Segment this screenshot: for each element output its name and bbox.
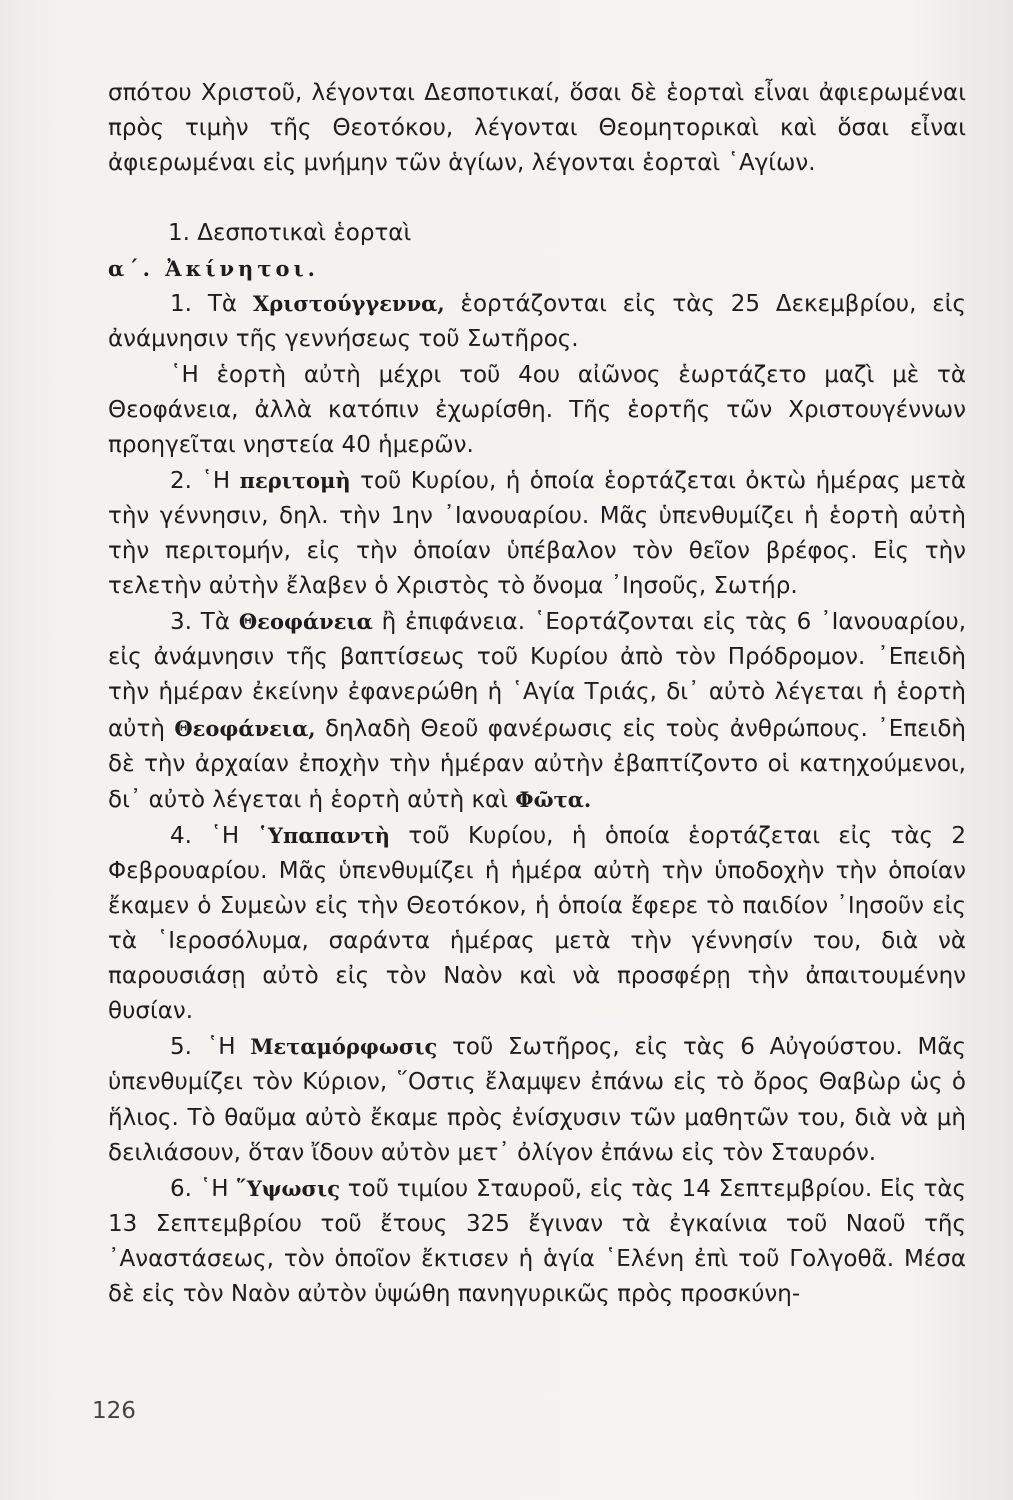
section-heading: 1. Δεσποτικαὶ ἑορταὶ — [168, 220, 412, 247]
entry-term: ῞Υψωσις — [236, 1175, 340, 1201]
entry-term: ῾Υπαπαντὴ — [257, 822, 391, 848]
entry-presentation — [108, 818, 966, 1030]
entry-exaltation-cross — [108, 1171, 966, 1312]
entry-theophany — [108, 604, 966, 818]
intro-paragraph: σπότου Χριστοῦ, λέγονται Δεσποτικαί, ὅσαι δὲ ἑορταὶ εἶναι ἀφιερωμέναι πρὸς τιμὴν τῆς Θεοτόκου, λέγονται Θεομητορικαὶ καὶ ὅσαι εἶναι ἀφιερωμέναι εἰς μνήμην τῶν ἁγίων, λέγονται ἑορταὶ ῾Αγίων. — [108, 80, 966, 177]
entry-term: περιτομὴ — [239, 467, 351, 493]
entry-term-2: Θεοφάνεια, — [174, 715, 316, 741]
entry-term-3: Φῶτα. — [515, 786, 592, 812]
page-body — [108, 76, 966, 1312]
entry-term: Μεταμόρφωσις — [250, 1034, 438, 1060]
entry-number: 6. ῾Η — [170, 1175, 229, 1202]
entry-number: 1. Τὰ — [170, 291, 238, 318]
page-number: 126 — [92, 1398, 136, 1424]
entry-text-2: δηλαδὴ Θεοῦ φανέρωσις εἰς τοὺς ἀνθρώπους. ᾿Επειδὴ δὲ τὴν ἀρχαίαν ἐποχὴν τὴν ἡμέραν αὐτὴν ἐβαπτίζοντο οἱ κατηχούμενοι, δι᾿ αὐτὸ λέγεται ἡ ἑορτὴ αὐτὴ καὶ — [108, 715, 967, 813]
entry-number: 2. ῾Η — [170, 467, 231, 494]
entry-christmas-note — [108, 358, 966, 463]
entry-number: 3. Τὰ — [170, 609, 231, 636]
entry-text: τοῦ Κυρίου, ἡ ὁποία ἑορτάζεται ὀκτὼ ἡμέρας μετὰ τὴν γέννησιν, δηλ. τὴν 1ην ᾿Ιανουαρίου. Μᾶς ὑπενθυμίζει ἡ ἑορτὴ αὐτὴ τὴν περιτομήν, εἰς τὴν ὁποίαν ὑπέβαλον τὸν θεῖον βρέφος. Εἰς τὴν τελετὴν αὐτὴν ἔλαβεν ὁ Χριστὸς τὸ ὄνομα ᾿Ιησοῦς, Σωτήρ. — [108, 467, 966, 600]
entry-term: Χριστούγγεννα, — [252, 291, 445, 317]
entry-circumcision — [108, 463, 966, 604]
entry-christmas — [108, 286, 966, 357]
subsection-heading: α΄. Ἀκίνητοι. — [108, 256, 319, 282]
entry-number: 5. ῾Η — [170, 1034, 236, 1061]
entry-text: τοῦ Σωτῆρος, εἰς τὰς 6 Αὐγούστου. Μᾶς ὑπενθυμίζει τὸν Κύριον, ῞Οστις ἔλαμψεν ἐπάνω εἰς τὸ ὄρος Θαβὼρ ὡς ὁ ἥλιος. Τὸ θαῦμα αὐτὸ ἔκαμε πρὸς ἐνίσχυσιν τῶν μαθητῶν του, διὰ νὰ μὴ δειλιάσουν, ὅταν ἴδουν αὐτὸν μετ᾿ ὀλίγον ἐπάνω εἰς τὸν Σταυρόν. — [108, 1034, 966, 1166]
entry-number: 4. ῾Η — [170, 822, 240, 849]
entry-text: τοῦ Κυρίου, ἡ ὁποία ἑορτάζεται εἰς τὰς 2 Φεβρουαρίου. Μᾶς ὑπενθυμίζει ἡ ἡμέρα αὐτὴ τὴν ὑποδοχὴν τὴν ὁποίαν ἔκαμεν ὁ Συμεὼν εἰς τὴν Θεοτόκον, ἡ ὁποία ἔφερε τὸ παιδίον ᾿Ιησοῦν εἰς τὰ ῾Ιεροσόλυμα, σαράντα ἡμέρας μετὰ τὴν γέννησίν του, διὰ νὰ παρουσιάσῃ αὐτὸ εἰς τὸν Ναὸν καὶ νὰ προσφέρῃ τὴν ἀπαιτουμένην θυσίαν. — [108, 822, 966, 1025]
entry-text: ἑορτάζονται εἰς τὰς 25 Δεκεμβρίου, εἰς ἀνάμνησιν τῆς γεννήσεως τοῦ Σωτῆρος. — [108, 291, 967, 353]
entry-text: ἢ ἐπιφάνεια. ῾Εορτάζονται εἰς τὰς 6 ᾿Ιανουαρίου, εἰς ἀνάμνησιν τῆς βαπτίσεως τοῦ Κυρίου ἀπὸ τὸν Πρόδρομον. ᾿Επειδὴ τὴν ἡμέραν ἐκείνην ἐφανερώθη ἡ ῾Αγία Τριάς, δι᾿ αὐτὸ λέγεται ἡ ἑορτὴ αὐτὴ — [108, 609, 966, 742]
entry-text: τοῦ τιμίου Σταυροῦ, εἰς τὰς 14 Σεπτεμβρίου. Εἰς τὰς 13 Σεπτεμβρίου τοῦ ἔτους 325 ἔγιναν τὰ ἐγκαίνια τοῦ Ναοῦ τῆς ᾿Αναστάσεως, τὸν ὁποῖον ἔκτισεν ἡ ἁγία ῾Ελένη ἐπὶ τοῦ Γολγοθᾶ. Μέσα δὲ εἰς τὸν Ναὸν αὐτὸν ὑψώθη πανηγυρικῶς πρὸς προσκύνη- — [108, 1175, 966, 1307]
entry-term: Θεοφάνεια — [238, 609, 373, 635]
entry-text: ῾Η ἑορτὴ αὐτὴ μέχρι τοῦ 4ου αἰῶνος ἑωρτάζετο μαζὶ μὲ τὰ Θεοφάνεια, ἀλλὰ κατόπιν ἐχωρίσθη. Τῆς ἑορτῆς τῶν Χριστουγέννων προηγεῖται νηστεία 40 ἡμερῶν. — [108, 361, 966, 458]
entry-transfiguration — [108, 1029, 966, 1170]
